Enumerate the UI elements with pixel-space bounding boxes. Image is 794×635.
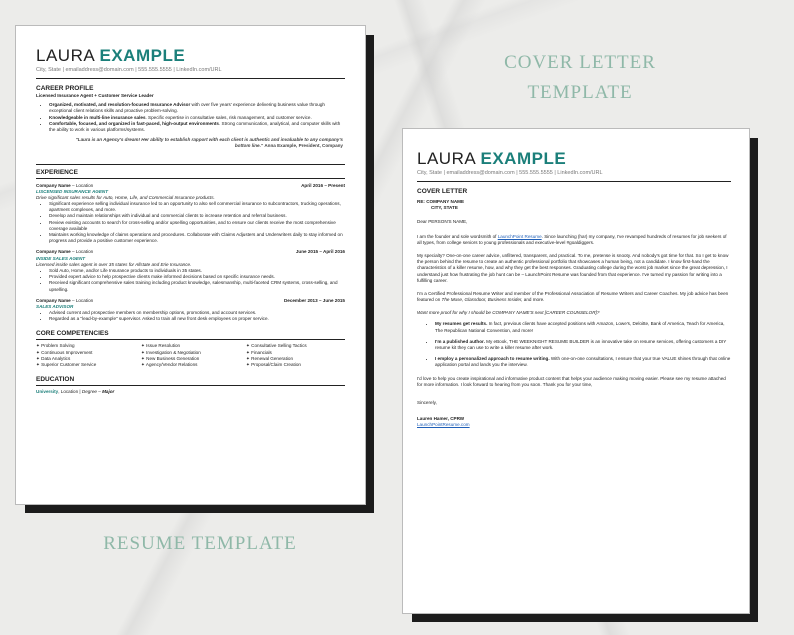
- first-name: LAURA: [417, 149, 476, 168]
- core-competencies-heading: CORE COMPETENCIES: [36, 330, 109, 338]
- divider: [36, 385, 345, 386]
- list-item: • Knowledgeable in multi-line insurance sales. Specific expertise in consultative sales, risk management, and customer service.: [49, 115, 345, 121]
- education-heading: EDUCATION: [36, 376, 75, 384]
- cover-bullets: [417, 321, 731, 368]
- divider: [417, 181, 731, 182]
- paragraph: My specialty? One-on-one career advice, unfiltered, transparent, and practical. To me, pretense is snooty. And nobody's got time for that. So I get to know the person behind the resume to create an authentic professional portfolio that showcases a human being, not a candidate. I know first-hand the characteristics of a killer resume, how, and why they get the best responses. Graduating college during the worst job market since the great depression, I understand just how frustrating the job hunt can be – LaunchPoint Resume was founded from that experience. I've turned my passion for writing into a fulfilling career.: [417, 252, 729, 283]
- proof-question: Want more proof for why I should be COMPANY NAME'S next [CAREER COUNSELOR]?: [417, 310, 600, 316]
- cover-contact: City, State | emailaddress@domain.com | 555.555.5555 | LinkedIn.com/URL: [417, 170, 603, 176]
- job-entry: Company Name – Location December 2013 – June 2015 SALES ADVISOR • Advised current and prospective members on membership options, promotions, and account services. • Regarded as a "lead-by-example" supervisor. Asked to train all new front desk employees on proper service.: [36, 298, 345, 323]
- divider: [36, 78, 345, 79]
- list-item: • Regarded as a "lead-by-example" supervisor. Asked to train all new front desk employees on proper service.: [49, 316, 345, 322]
- last-name: EXAMPLE: [99, 46, 186, 65]
- signoff: Sincerely,: [417, 399, 437, 405]
- job-entry: Company Name – Location June 2015 – April 2016 INSIDE SALES AGENT Licensed inside sales agent in over 35 states for Allstate and Erie Insurance. • Sold Auto, Home, and/or Life Insurance products to individuals in 35 states. • Provided expert advice to help prospective clients make informed decisions based on specific insurance needs. • Received significant comprehensive sales training including product knowledge, salesmanship, multi-faceted CRM systems, cross-selling, and upselling.: [36, 249, 345, 292]
- cover-letter-page: [402, 128, 750, 614]
- paragraph: I'm a Certified Professional Resume Writer and member of the Professional Association of Resume Writers and Career Coaches. My job advice has been featured on The Muse, Glassdoor, Business Insider, and more.: [417, 290, 729, 303]
- signature-link[interactable]: LaunchPointResume.com: [417, 422, 470, 428]
- cover-name: [417, 149, 731, 169]
- cover-letter-heading: COVER LETTER: [417, 188, 468, 195]
- list-item: • Develop and maintain relationships with individual and commercial clients to increase retention and referral business.: [49, 213, 345, 219]
- job-role: INSIDE SALES AGENT: [36, 255, 86, 261]
- last-name: EXAMPLE: [480, 149, 567, 168]
- list-item: • Received significant comprehensive sales training including product knowledge, salesmanship, multi-faceted CRM systems, cross-selling, and upselling.: [49, 280, 345, 292]
- job-entry: Company Name – Location April 2016 – Present LISCENSED INSURANCE AGENT Drive significant sales results for Auto, Home, Life, and Commercial Insurance products. • Significant experience selling individual insurance led to an opportunity to also sell commercial insurance to subcontractors, trucking operations, apartment complexes, and more. • Develop and maintain relationships with individual and commercial clients to increase retention and referral business. • Review existing accounts to search for cross-selling and/or upselling opportunities, and to ensure our clients receive the most comprehensive coverage available • Maintains working knowledge of claims operations and procedures. Collaborate with Claims Adjusters and Underwriters daily to stay informed on progress and provide a positive customer experience.: [36, 183, 345, 245]
- list-item: • Organized, motivated, and resolution-focused Insurance Advisor with over five years' experience delivering business value through exceptional client relations skills and proactive problem-solving.: [49, 102, 345, 114]
- list-item: • I'm a published author. My eBook, THE WEEKNIGHT RESUME BUILDER is an innovative take on resume services, offering customers a DIY resume kit they can use to write a killer resume after work.: [435, 339, 731, 351]
- list-item: • Maintains working knowledge of claims operations and procedures. Collaborate with Claims Adjusters and Underwriters daily to stay informed on progress and provide a positive customer experience.: [49, 232, 345, 244]
- list-item: • Advised current and prospective members on membership options, promotions, and account services.: [49, 310, 345, 316]
- divider: [36, 339, 345, 340]
- paragraph: I am the founder and sole wordsmith of LaunchPoint Resume. Since launching (ha!) my company, I've revamped hundreds of resumes for job seekers of all types, from college seniors to young professionals and executive-level #goaldiggers.: [417, 233, 727, 245]
- list-item: • Review existing accounts to search for cross-selling and/or upselling opportunities, and to ensure our clients receive the most comprehensive coverage available: [49, 220, 345, 232]
- closing-paragraph: I'd love to help you create inspirational and informative product content that helps your audience making moving easier. Please see my resume attached for more information. I look forward to hearing from you soon. Thank you for your time,: [417, 375, 726, 387]
- re-line: RE: COMPANY NAME: [417, 199, 465, 204]
- competencies-grid: ✦ Problem Solving ✦ Issue Resolution ✦ Consultative Selling Tactics ✦ Continuous Improvement ✦ Investigation & Negotiation ✦ Financials ✦ Data Analytics ✦ New Business Generation ✦ Renewal Generation ✦ Superior Customer Service ✦ Agency/Vendor Relations ✦ Proposal/Claim Creation: [36, 343, 307, 367]
- first-name: LAURA: [36, 46, 95, 65]
- divider: [36, 178, 345, 179]
- divider: [36, 164, 345, 165]
- list-item: • Comfortable, focused, and organized in fast-paced, high-output environments. Strong communication, analytical, and computer skills with the ability to work in various platforms/systems.: [49, 121, 345, 133]
- experience-heading: EXPERIENCE: [36, 168, 78, 176]
- signature-name: Lauren Hamer, CPRW: [417, 416, 465, 422]
- list-item: • My resumes get results. In fact, previous clients have accepted positions with Amazon, Lowe's, Deloitte, Bank of America, Teach for America, The Republican National Convention, and more!: [435, 321, 731, 333]
- job-role: SALES ADVISOR: [36, 303, 74, 309]
- resume-page: [15, 25, 366, 505]
- education-entry: University, Location | Degree – Major: [36, 389, 115, 395]
- testimonial-quote: "Laura is an Agency's dream! Her ability to establish rapport with each client is authentic and invaluable to any company's bottom line." Anna Example, President, Company: [75, 137, 343, 149]
- profile-subtitle: Licensed Insurance Agent + Customer Service Leader: [36, 93, 154, 98]
- list-item: • Significant experience selling individual insurance led to an opportunity to also sell commercial insurance to subcontractors, trucking operations, apartment complexes, and more.: [49, 201, 345, 213]
- cover-letter-label-line1: COVER LETTER: [504, 52, 656, 73]
- salutation: Dear PERSON'S NAME,: [417, 219, 468, 225]
- list-item: • Sold Auto, Home, and/or Life Insurance products to individuals in 35 states.: [49, 268, 345, 274]
- profile-bullets: [36, 102, 345, 133]
- list-item: • Provided expert advice to help prospective clients make informed decisions based on specific insurance needs.: [49, 274, 345, 280]
- job-role: LISCENSED INSURANCE AGENT: [36, 188, 109, 194]
- resume-contact: City, State | emailaddress@domain.com | 555.555.5555 | LinkedIn.com/URL: [36, 67, 222, 73]
- resume-template-label: RESUME TEMPLATE: [103, 533, 297, 554]
- list-item: • I employ a personalized approach to resume writing. With one-on-one consultations, I ensure that your true VALUE shines through that online application portal and lands you the interview.: [435, 356, 731, 368]
- cover-letter-label-line2: TEMPLATE: [527, 82, 633, 103]
- career-profile-heading: CAREER PROFILE: [36, 85, 94, 92]
- city-line: CITY, STATE: [431, 205, 458, 211]
- launchpoint-link[interactable]: LaunchPoint Resume: [497, 233, 542, 239]
- resume-name: [36, 46, 345, 66]
